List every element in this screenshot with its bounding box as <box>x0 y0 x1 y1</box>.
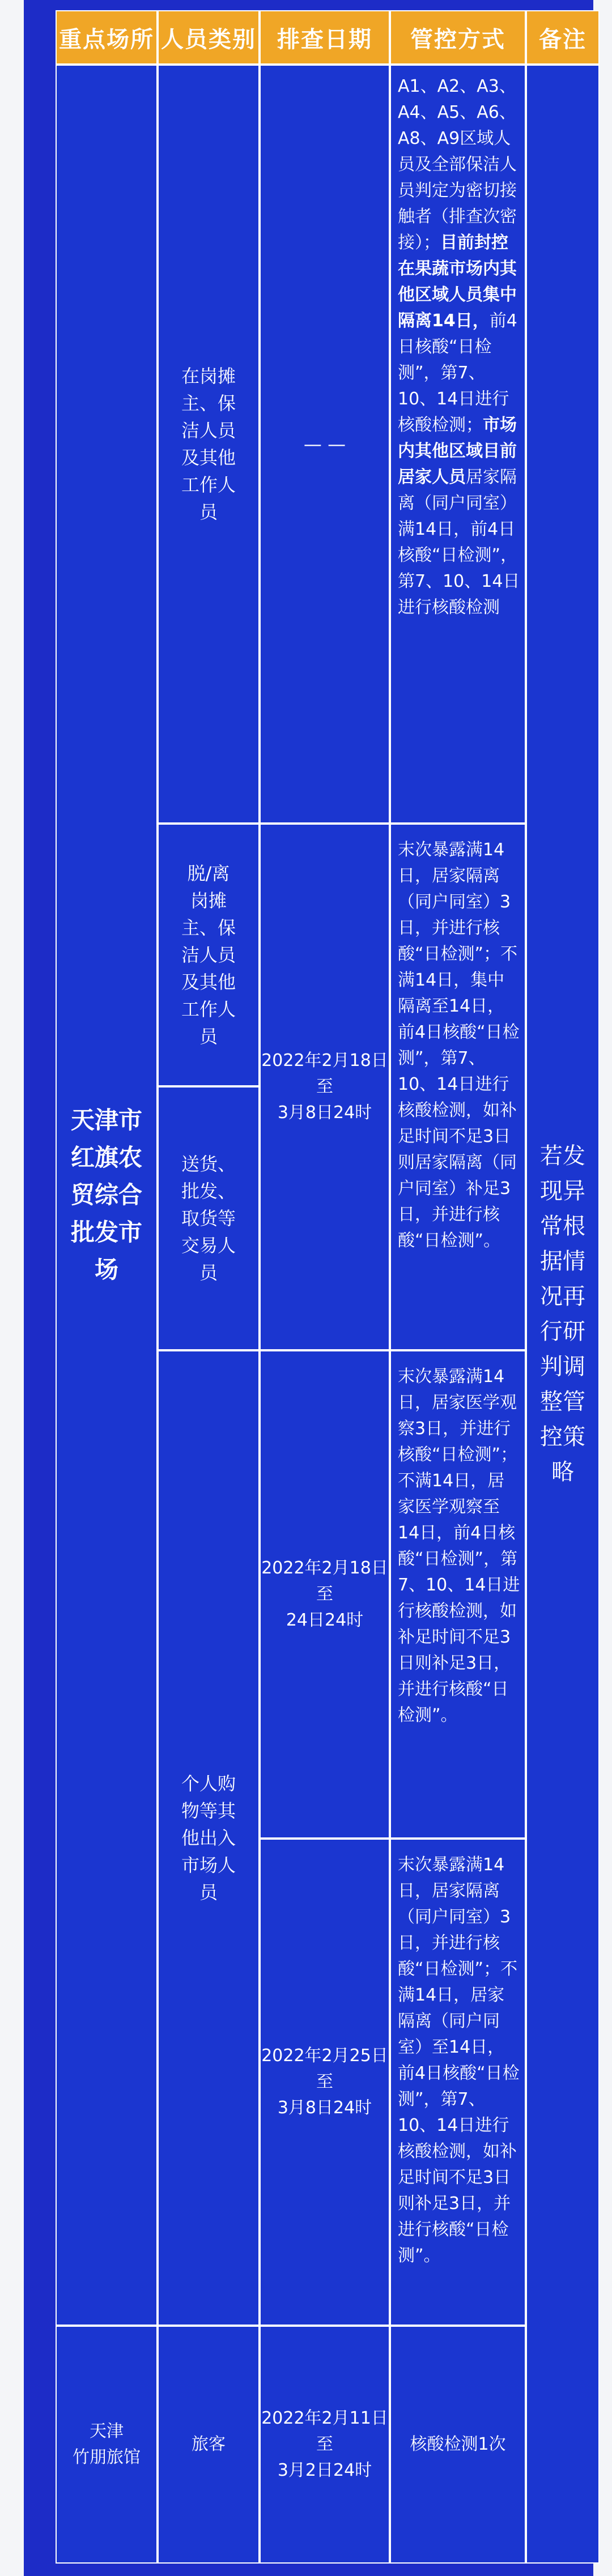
category-on-duty-text: 在岗摊主、保洁人员及其他工作人员 <box>181 365 236 523</box>
control-on-duty-part-c: 前4日核酸“日检测”，第7、10、14日进行核酸检测； <box>398 311 517 435</box>
control-on-duty-part-e: 居家隔离（同户同室）满14日，前4日核酸“日检测”，第7、10、14日进行核酸检测 <box>398 467 520 617</box>
header-place: 重点场所 <box>56 10 158 65</box>
category-left-duty <box>158 824 260 1086</box>
category-on-duty <box>158 65 260 824</box>
control-shared-a-text: 末次暴露满14日，居家隔离（同户同室）3日，并进行核酸“日检测”；不满14日，集中隔离至14日，前4日核酸“日检测”，第7、10、14日进行核酸检测，如补足时间不足3日则居家隔离（同户同室）补足3日，并进行核酸“日检测”。 <box>398 840 520 1251</box>
control-hotel: 核酸检测1次 <box>390 2326 526 2564</box>
header-date: 排查日期 <box>260 10 390 65</box>
note-cell <box>526 65 600 2564</box>
category-delivery <box>158 1086 260 1350</box>
date-on-duty: — — <box>260 65 390 824</box>
place-hotel-line2: 竹朋旅馆 <box>73 2447 141 2467</box>
control-shoppers-p2-text: 末次暴露满14日，居家隔离（同户同室）3日，并进行核酸“日检测”；不满14日，居家隔离（同户同室）至14日，前4日核酸“日检测”，第7、10、14日进行核酸检测，如补足时间不足3日则补足3日，并进行核酸“日检测”。 <box>398 1855 520 2266</box>
date-shared-a-line3: 3月8日24时 <box>277 1103 372 1123</box>
header-category: 人员类别 <box>158 10 260 65</box>
category-shoppers <box>158 1350 260 2326</box>
date-shoppers-p2-line1: 2022年2月25日 <box>261 2046 388 2066</box>
header-control: 管控方式 <box>390 10 526 65</box>
control-shoppers-period-1 <box>390 1350 526 1839</box>
date-hotel-line1: 2022年2月11日 <box>261 2408 388 2428</box>
control-on-duty-part-b: 目前封控在果蔬市场内其他区域人员集中隔离14日， <box>398 233 517 331</box>
place-hotel <box>56 2326 158 2564</box>
control-on-duty-part-d: 市场内其他区域目前居家人员 <box>398 415 517 487</box>
category-shoppers-text: 个人购物等其他出入市场人员 <box>181 1773 236 1903</box>
category-left-duty-text: 脱/离岗摊主、保洁人员及其他工作人员 <box>181 863 236 1047</box>
date-shared-a <box>260 824 390 1350</box>
control-table <box>56 10 600 2564</box>
date-shared-a-line1: 2022年2月18日 <box>261 1051 388 1071</box>
note-text: 若发现异常根据情况再行研判调整管控策略 <box>540 1143 585 1485</box>
control-on-duty <box>390 65 526 824</box>
control-shoppers-period-2 <box>390 1839 526 2326</box>
date-shoppers-p1-line2: 至 <box>316 1584 333 1604</box>
date-hotel <box>260 2326 390 2564</box>
table-panel <box>24 0 593 2576</box>
date-shoppers-period-2 <box>260 1839 390 2326</box>
place-market <box>56 65 158 2326</box>
header-note: 备注 <box>526 10 600 65</box>
date-shoppers-p1-line3: 24日24时 <box>286 1610 364 1630</box>
control-on-duty-part-a: A1、A2、A3、A4、A5、A6、A8、A9区域人员及全部保洁人员判定为密切接触者（排查次密接）； <box>398 76 517 253</box>
control-shared-a <box>390 824 526 1350</box>
place-market-text: 天津市红旗农贸综合批发市场 <box>70 1106 142 1283</box>
date-shoppers-p2-line2: 至 <box>316 2072 333 2092</box>
place-hotel-line1: 天津 <box>90 2421 124 2441</box>
date-shared-a-line2: 至 <box>316 1077 333 1097</box>
control-shoppers-p1-text: 末次暴露满14日，居家医学观察3日，并进行核酸“日检测”；不满14日，居家医学观察至14日，前4日核酸“日检测”，第7、10、14日进行核酸检测，如补足时间不足3日则补足3日，并进行核酸“日检测”。 <box>398 1367 520 1725</box>
date-hotel-line2: 至 <box>316 2434 333 2454</box>
date-shoppers-p1-line1: 2022年2月18日 <box>261 1558 388 1578</box>
category-delivery-text: 送货、批发、取货等交易人员 <box>181 1153 236 1283</box>
category-hotel: 旅客 <box>158 2326 260 2564</box>
date-shoppers-p2-line3: 3月8日24时 <box>277 2098 372 2118</box>
date-shoppers-period-1 <box>260 1350 390 1839</box>
date-hotel-line3: 3月2日24时 <box>277 2460 372 2480</box>
